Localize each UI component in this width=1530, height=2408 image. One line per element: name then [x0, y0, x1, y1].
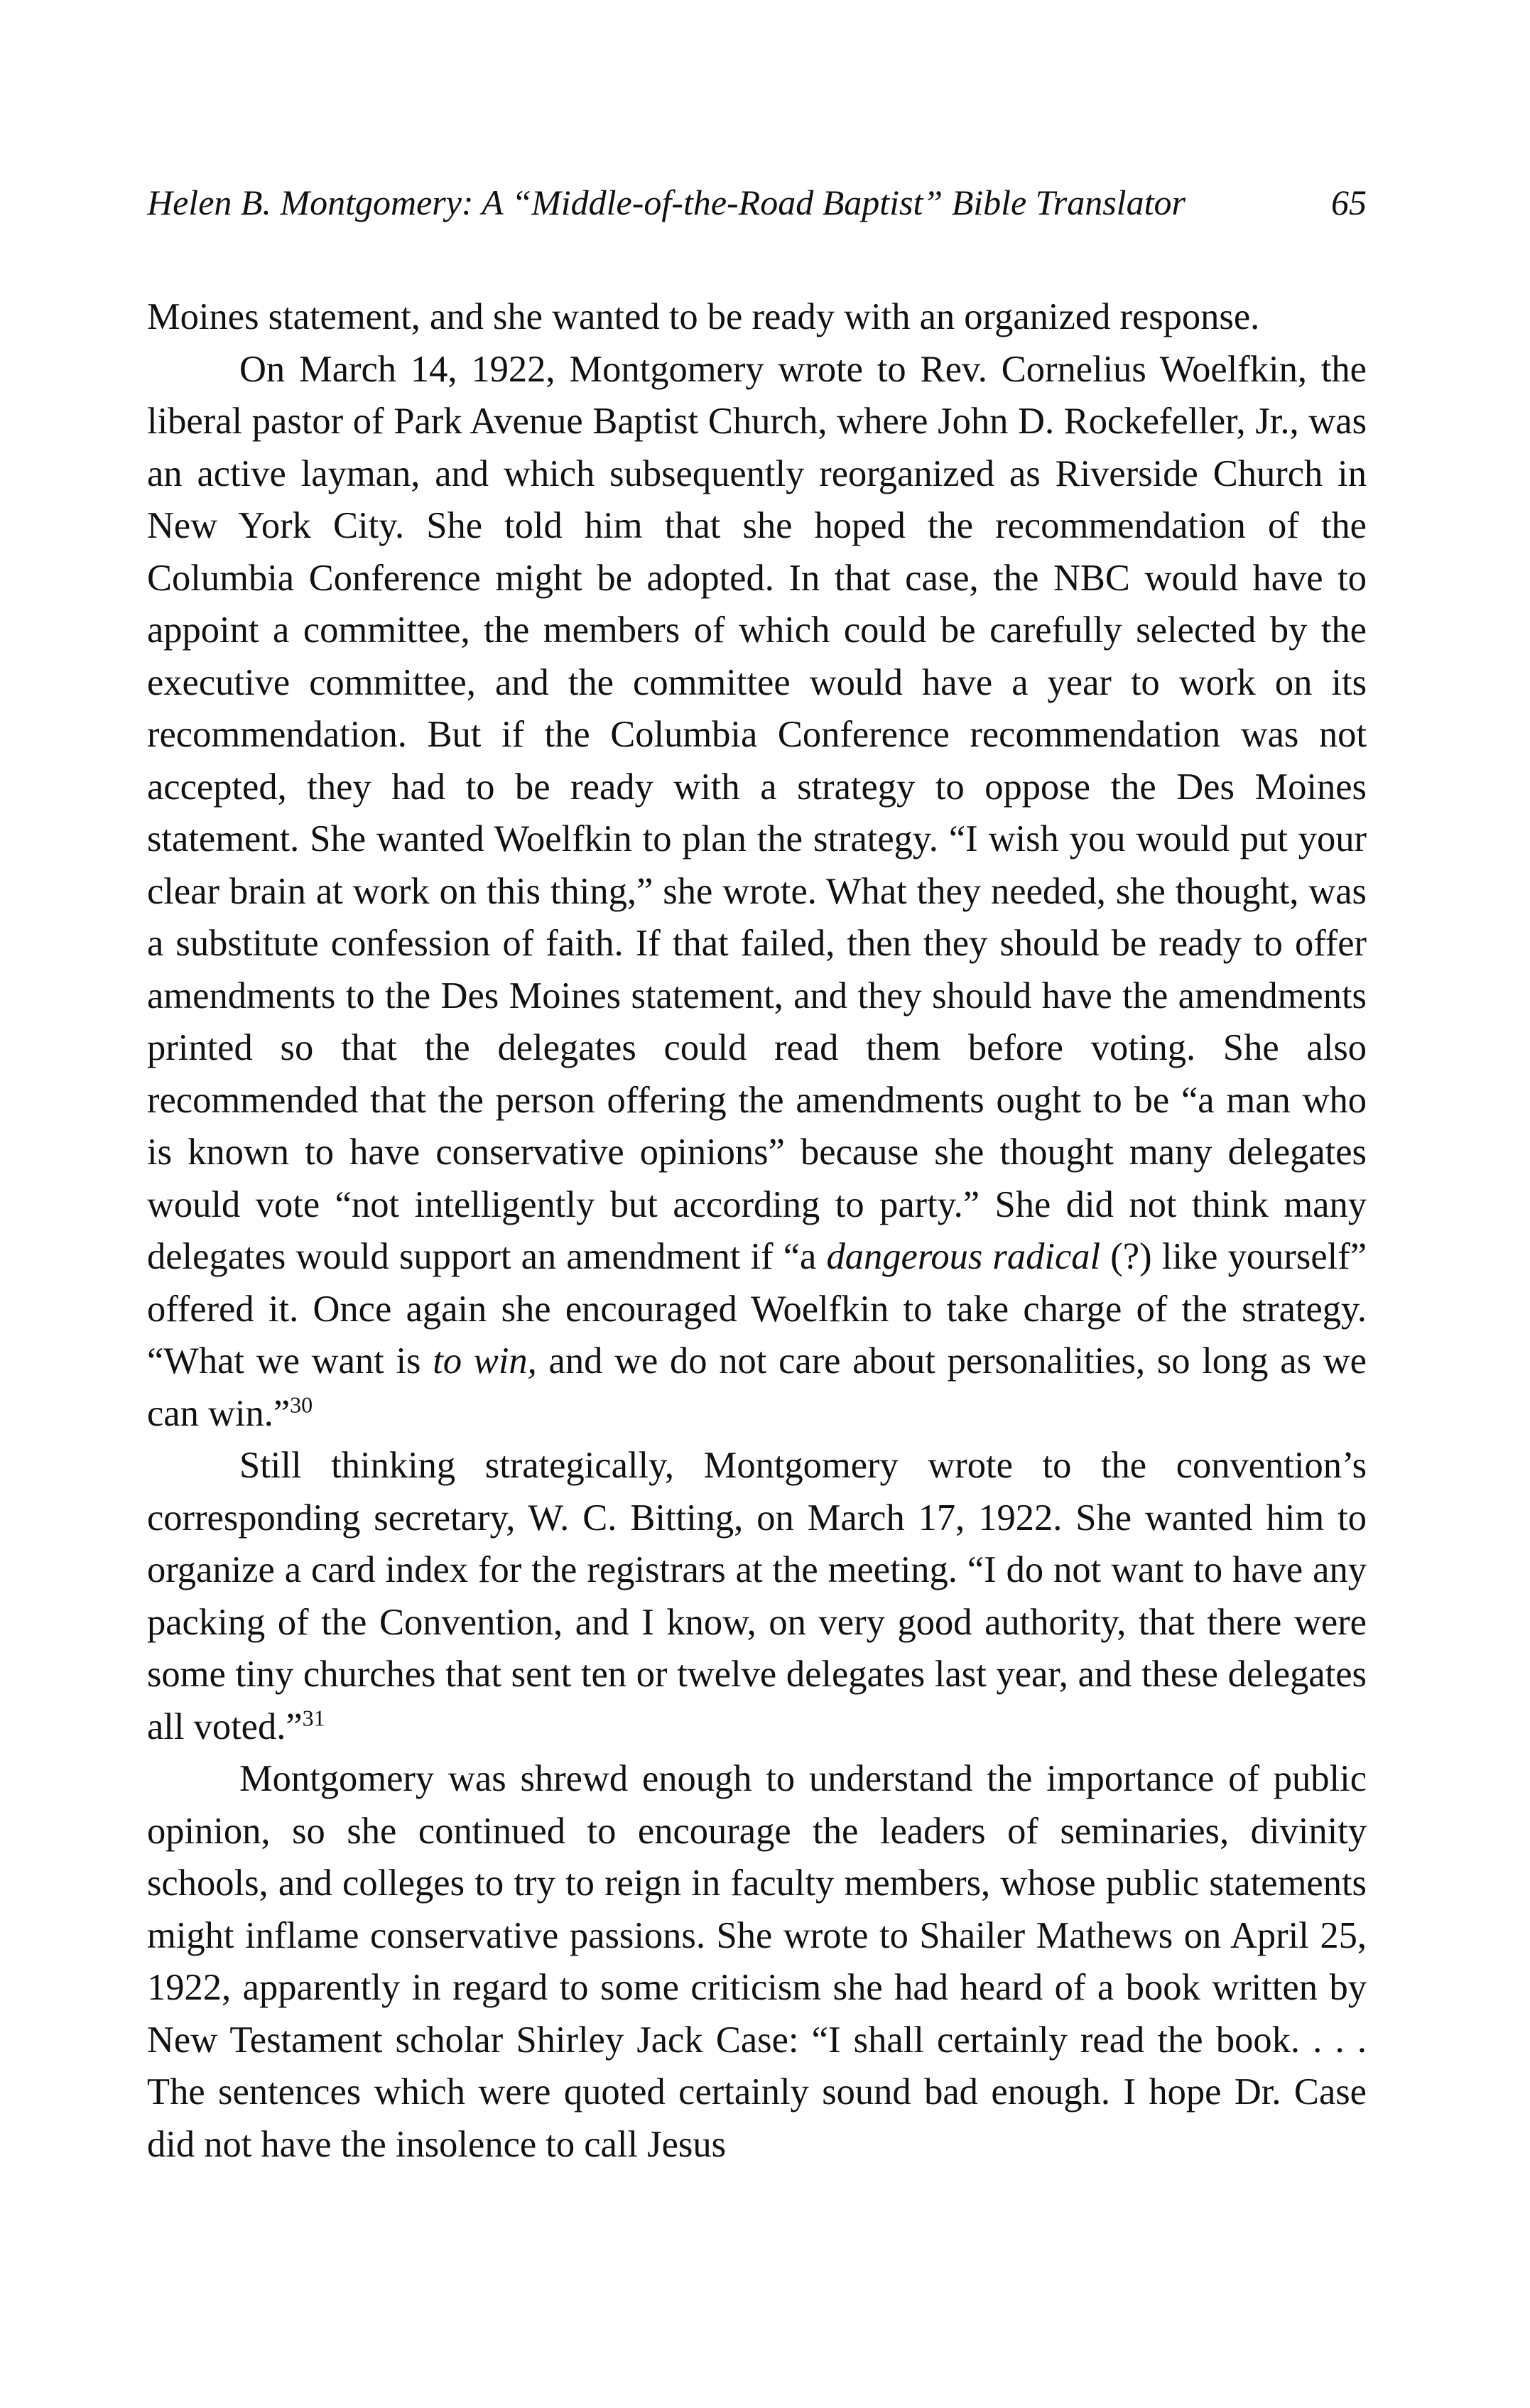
running-head: [147, 181, 1367, 224]
page-number: 65: [1331, 183, 1367, 222]
body-text: [147, 291, 1367, 2171]
book-page: [147, 181, 1367, 2171]
footnote-ref-30: 30: [290, 1392, 313, 1417]
paragraph-continued: Moines statement, and she wanted to be ready with an organized response.: [147, 296, 1260, 337]
paragraph-public-opinion: Montgomery was shrewd enough to understand the importance of public opinion, so she continued to encourage the leaders of seminaries, divinity schools, and colleges to try to reign in faculty members, whose public statements might inflame conservative passions. She wrote to Shailer Mathews on April 25, 1922, apparently in regard to some criticism she had heard of a book written by New Testament scholar Shirley Jack Case: “I shall certainly read the book. . . . The sentences which were quoted certainly sound bad enough. I hope Dr. Case did not have the insolence to call Jesus: [147, 1758, 1367, 2165]
footnote-ref-31: 31: [302, 1705, 325, 1730]
running-title: Helen B. Montgomery: A “Middle-of-the-Road Baptist” Bible Translator: [147, 183, 1186, 222]
paragraph-woelfkin: On March 14, 1922, Montgomery wrote to Rev. Cornelius Woelfkin, the liberal pastor of Park Avenue Baptist Church, where John D. Rockefeller, Jr., was an active layman, and which subsequently reorganized as Riverside Church in New York City. She told him that she hoped the recommendation of the Columbia Conference might be adopted. In that case, the NBC would have to appoint a committee, the members of which could be carefully selected by the executive committee, and the committee would have a year to work on its recommendation. But if the Columbia Conference recommendation was not accepted, they had to be ready with a strategy to oppose the Des Moines statement. She wanted Woelfkin to plan the strategy. “I wish you would put your clear brain at work on this thing,” she wrote. What they needed, she thought, was a substitute confession of faith. If that failed, then they should be ready to offer amendments to the Des Moines statement, and they should have the amendments printed so that the delegates could read them before voting. She also recommended that the person offering the amendments ought to be “a man who is known to have conservative opinions” because she thought many delegates would vote “not intelligently but according to party.” She did not think many delegates would support an amendment if “a dangerous radical (?) like yourself” offered it. Once again she encouraged Woelfkin to take charge of the strategy. “What we want is to win, and we do not care about personalities, so long as we can win.”$^{30}$: [147, 348, 1367, 1434]
paragraph-bitting: Still thinking strategically, Montgomery wrote to the convention’s corresponding secretary, W. C. Bitting, on March 17, 1922. She wanted him to organize a card index for the registrars at the meeting. “I do not want to have any packing of the Convention, and I know, on very good authority, that there were some tiny churches that sent ten or twelve delegates last year, and these delegates all voted.”$^{31}$: [147, 1445, 1367, 1747]
